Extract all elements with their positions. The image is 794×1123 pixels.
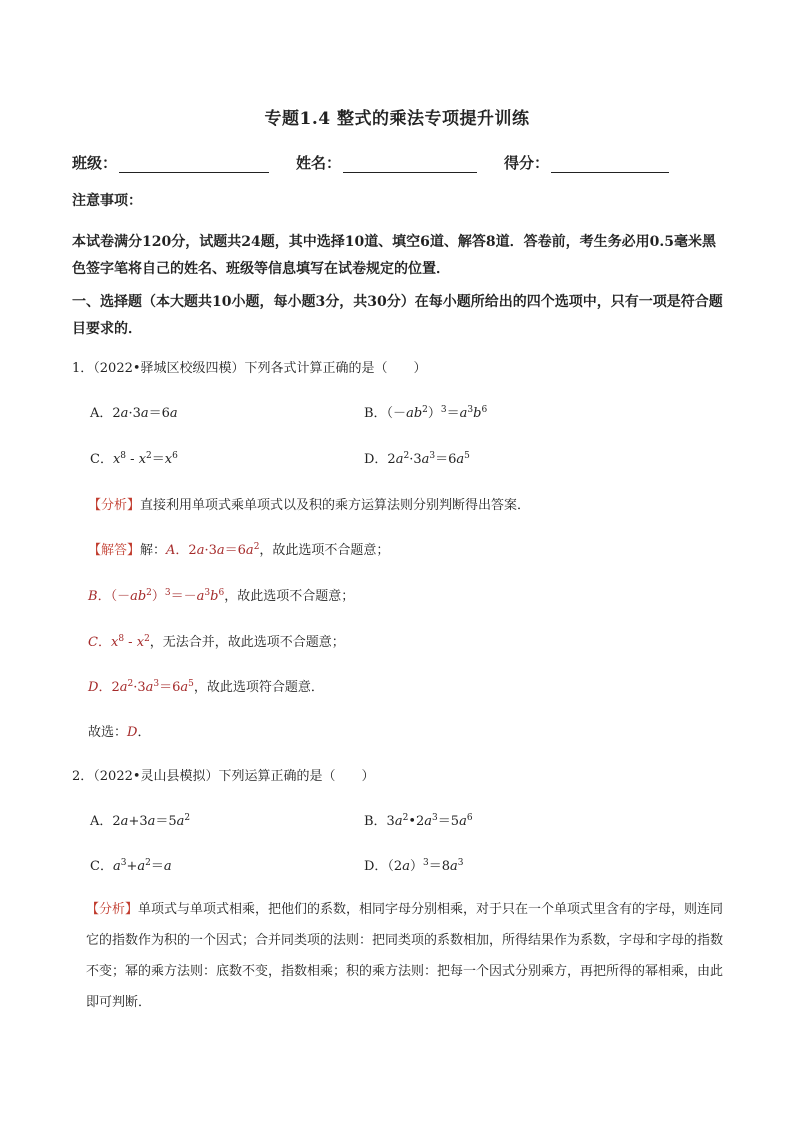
q1-sol-d-suffix: ，故此选项符合题意． xyxy=(193,680,324,695)
q1-option-d: D．$2a^2\cdot 3a^3=6a^5$ xyxy=(364,451,470,467)
name-field xyxy=(296,152,477,173)
class-blank xyxy=(119,156,269,173)
class-label: 班级： xyxy=(72,154,118,172)
score-label: 得分： xyxy=(504,154,550,172)
q2-option-b: B．$3a^2•2a^3=5a^6$ xyxy=(364,813,473,829)
notice-text: 本试卷满分120分，试题共24题，其中选择10道、填空6道、解答8道．答卷前，考生务必用0.5毫米黑色签字笔将自己的姓名、班级等信息填写在试卷规定的位置． xyxy=(72,234,717,277)
q2-analysis-tag: 【分析】 xyxy=(86,902,139,917)
q1-analysis-tag: 【分析】 xyxy=(88,498,141,513)
score-blank xyxy=(551,156,669,173)
q1-option-c: C．$x^8 - x^2=x^6$ xyxy=(90,451,178,467)
score-field xyxy=(504,152,669,173)
q2-option-d: D．$(2a)^3=8a^3$ xyxy=(364,858,464,874)
q1-answer-tag: 【解答】 xyxy=(88,543,141,558)
q1-conclusion-text: 故选： xyxy=(88,725,128,740)
q2-option-a: A．$2a+3a=5a^2$ xyxy=(90,813,191,829)
notice-label: 注意事项： xyxy=(72,193,142,209)
q1-conclusion-end: ． xyxy=(137,725,151,740)
q1-conclusion xyxy=(88,721,150,740)
q1-sol-a-suffix: ，故此选项不合题意； xyxy=(259,543,390,558)
question-2-stem: 2．（2022•灵山县模拟）下列运算正确的是（ ） xyxy=(72,769,375,784)
q1-answer-prefix: 解： xyxy=(140,543,167,558)
student-info-row xyxy=(72,152,722,176)
section-heading: 一、选择题（本大题共10小题，每小题3分，共30分）在每小题所给出的四个选项中，只有一项是符合题目要求的． xyxy=(72,294,723,337)
q2-analysis xyxy=(86,894,726,1018)
q1-sol-b-suffix: ，故此选项不合题意； xyxy=(224,589,355,604)
q1-solution-b: B．$(-ab^2)^3=-a^3b^6$，故此选项不合题意； xyxy=(88,588,355,604)
name-blank xyxy=(343,156,477,173)
q1-option-a: A．2a·3a＝6a xyxy=(90,406,178,421)
question-1-stem: 1．（2022•驿城区校级四模）下列各式计算正确的是（ ） xyxy=(72,361,427,376)
q2-analysis-text: 单项式与单项式相乘，把他们的系数，相同字母分别相乘，对于只在一个单项式里含有的字母，则连同它的指数作为积的一个因式；合并同类项的法则：把同类项的系数相加，所得结果作为系数，字母和字母的指数不变；幂的乘方法则：底数不变，指数相乘；积的乘方法则：把每一个因式分别乘方，再把所得的幂相乘，由此即可判断． xyxy=(86,902,724,1010)
name-label: 姓名： xyxy=(296,154,342,172)
q1-solution-c: C．$x^8 - x^2$，无法合并，故此选项不合题意； xyxy=(88,634,345,650)
q1-solution-d: D．$2a^2\cdot 3a^3=6a^5$，故此选项符合题意． xyxy=(88,679,324,695)
q1-sol-c-suffix: ，无法合并，故此选项不合题意； xyxy=(149,635,345,650)
q1-conclusion-letter: D xyxy=(127,725,138,740)
q1-analysis xyxy=(88,494,530,513)
q1-analysis-text: 直接利用单项式乘单项式以及积的乘方运算法则分别判断得出答案． xyxy=(140,498,531,513)
page-title: 专题1.4 整式的乘法专项提升训练 xyxy=(264,109,530,129)
class-field xyxy=(72,152,269,173)
q1-option-b: B．$(-ab^2)^3=a^3b^6$ xyxy=(364,405,488,421)
q2-option-c: C．$a^3+a^2=a$ xyxy=(90,858,172,874)
q1-solution-a: 【解答】解：A．$2a\cdot 3a=6a^2$，故此选项不合题意； xyxy=(88,542,390,558)
